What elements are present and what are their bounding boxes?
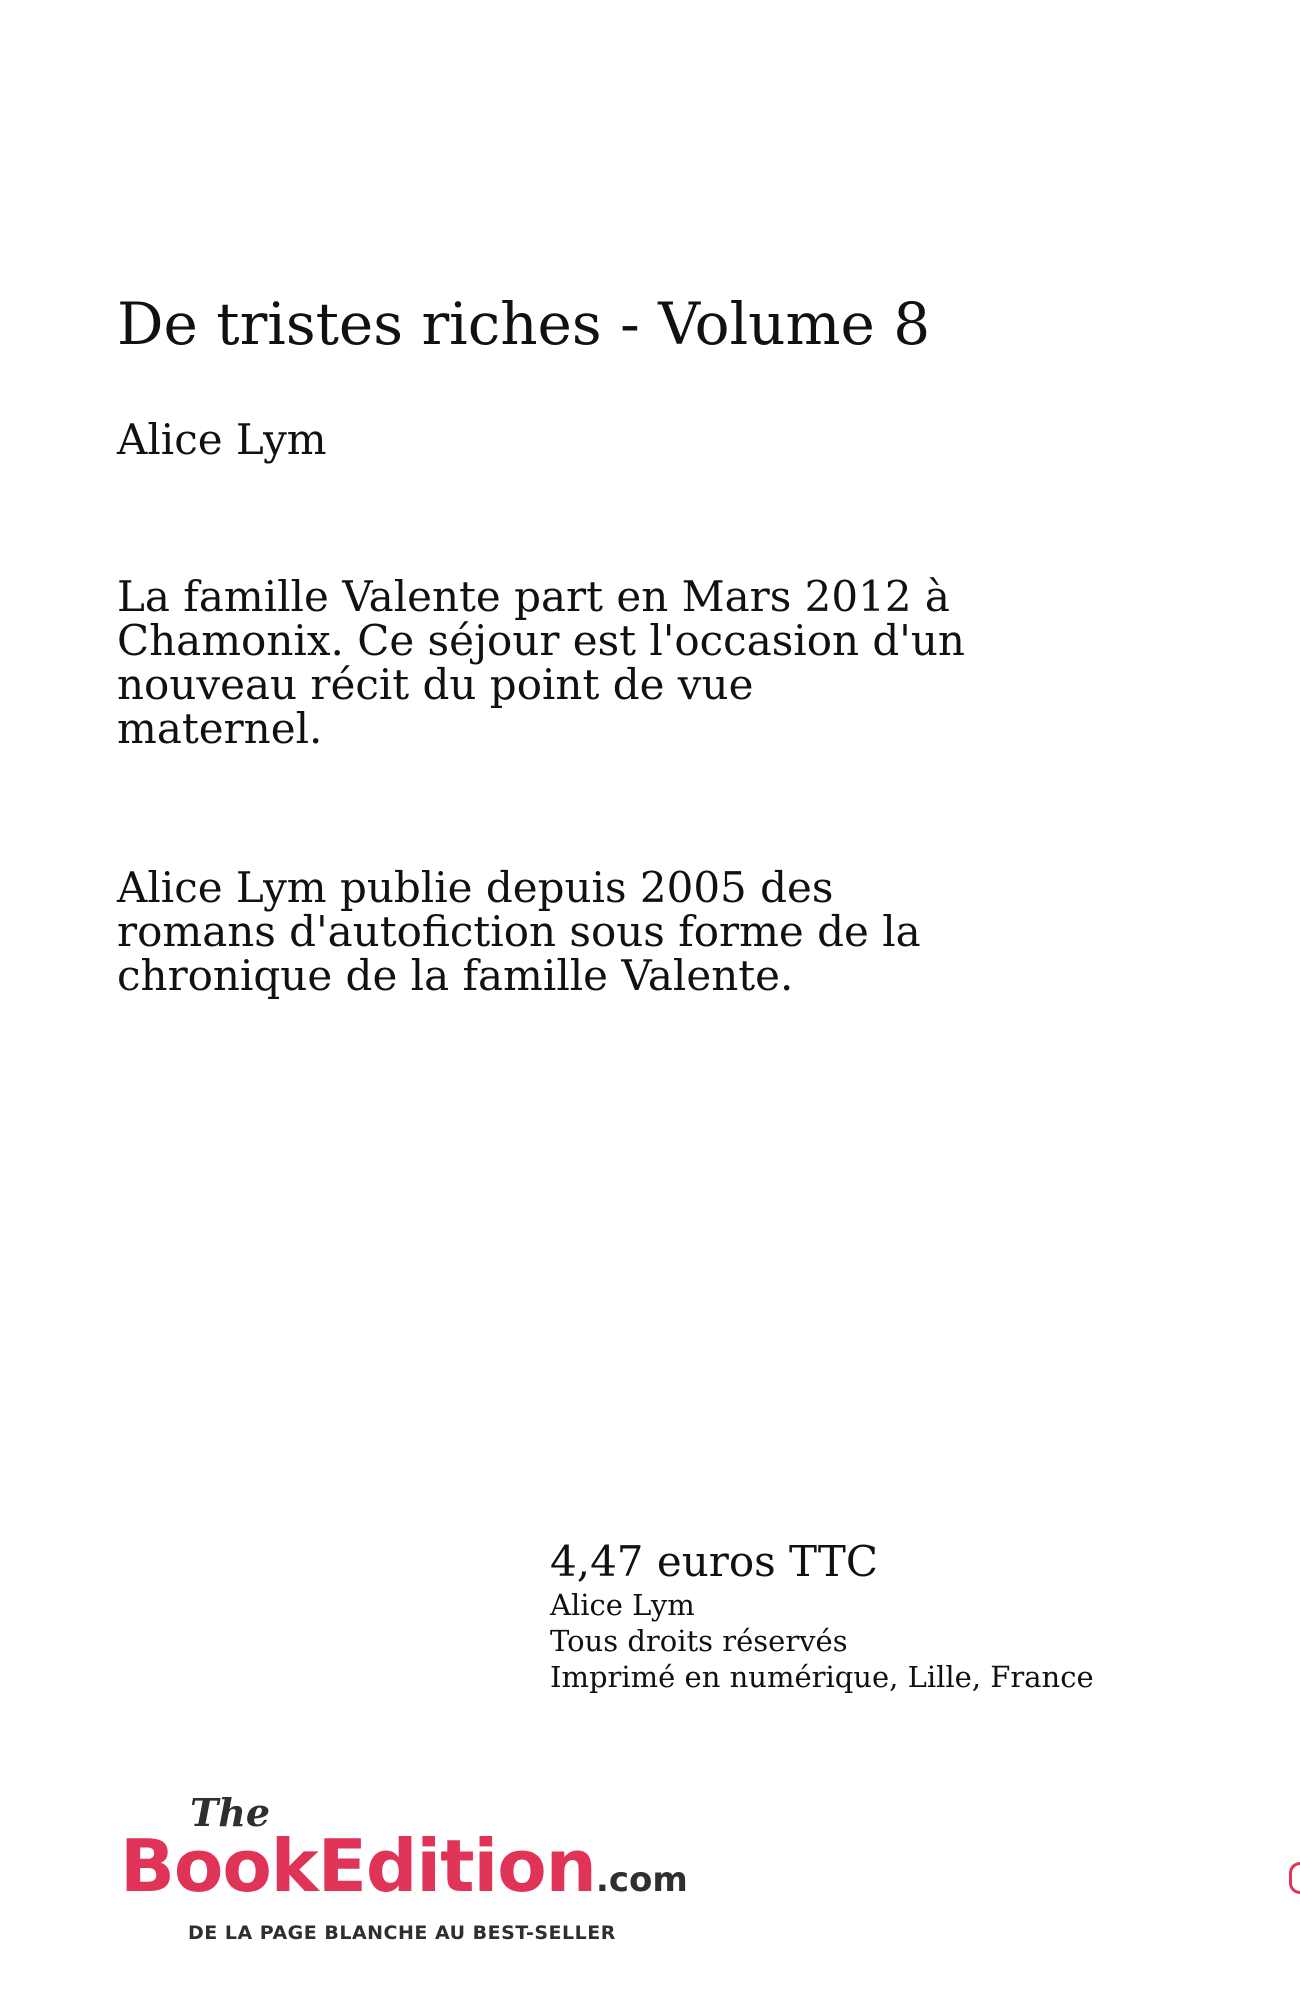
logo-suffix: .com: [595, 1860, 688, 1900]
summary-line: nouveau récit du point de vue: [117, 660, 754, 709]
logo-the: The: [190, 1790, 271, 1835]
bio-line: Alice Lym publie depuis 2005 des: [117, 863, 834, 912]
thebookedition-logo: [120, 1790, 700, 1950]
price: 4,47 euros TTC: [550, 1537, 878, 1586]
summary-paragraph: [117, 572, 965, 753]
summary-line: La famille Valente part en Mars 2012 à: [117, 572, 950, 621]
book-title: De tristes riches - Volume 8: [117, 290, 931, 358]
imprint-block: [550, 1537, 1094, 1695]
imprint-rights: Tous droits réservés: [550, 1624, 848, 1659]
imprint-author: Alice Lym: [550, 1588, 695, 1623]
author-bio-paragraph: [117, 863, 921, 1000]
logo-tagline: DE LA PAGE BLANCHE AU BEST-SELLER: [188, 1922, 616, 1944]
summary-line: maternel.: [117, 704, 323, 753]
bio-line: romans d'autofiction sous forme de la: [117, 907, 921, 956]
summary-line: Chamonix. Ce séjour est l'occasion d'un: [117, 616, 965, 665]
book-author: Alice Lym: [117, 415, 327, 464]
imprint-printed: Imprimé en numérique, Lille, France: [550, 1660, 1094, 1695]
edge-mark-icon: [1289, 1862, 1300, 1894]
bio-line: chronique de la famille Valente.: [117, 951, 794, 1000]
logo-brand: BookEdition: [120, 1824, 596, 1908]
logo-brand-line: [120, 1824, 688, 1908]
